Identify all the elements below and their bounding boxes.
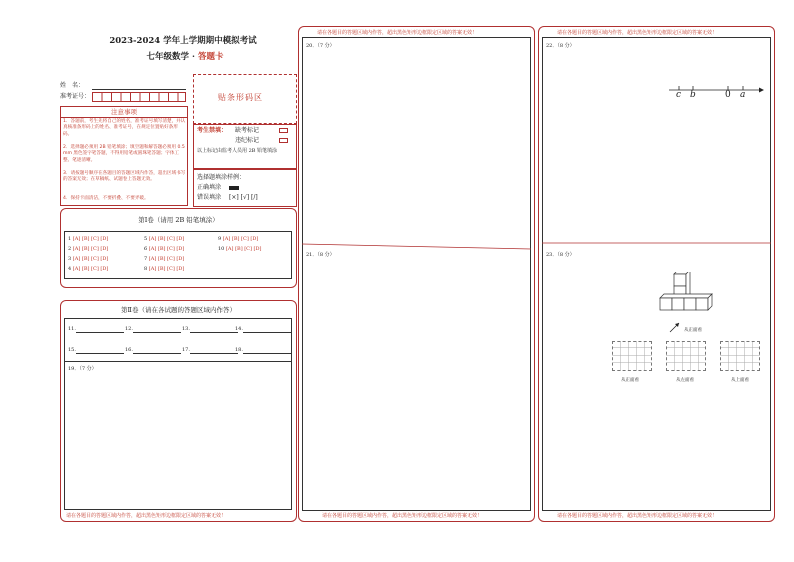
subtitle-main: 七年级数学 (146, 52, 190, 62)
cube-figure (656, 272, 720, 322)
blank-number: 16. (125, 347, 133, 353)
q19-divider (64, 361, 292, 362)
part2-title: 第Ⅱ卷（请在各试题的答题区域内作答） (121, 306, 236, 314)
exam-id-boxes[interactable] (92, 92, 186, 102)
mcq-row[interactable] (68, 266, 108, 273)
question-number: 4 (68, 266, 72, 272)
exam-title: 2023-2024 学年上学期期中模拟考试 (109, 36, 257, 46)
view-label-front: 从正面看 (621, 378, 639, 383)
fill-blank-15[interactable] (68, 347, 124, 354)
question-number: 6 (144, 246, 148, 252)
q22-label: 22．（8 分） (546, 43, 575, 49)
question-number: 7 (144, 256, 148, 262)
view-grid-front[interactable] (612, 341, 652, 371)
name-label: 姓 名： (60, 82, 85, 89)
mcq-row[interactable] (144, 266, 184, 273)
option-bubbles[interactable]: [A] [B] [C] [D] (148, 266, 185, 272)
subtitle-sep: · (192, 52, 195, 62)
view-label-left: 从左面看 (676, 378, 694, 383)
option-bubbles[interactable]: [A] [B] [C] [D] (148, 256, 185, 262)
fill-blank-12[interactable] (125, 326, 181, 333)
notice-item: 3．请按题号顺序在各题目的答题区域内作答，超出区域书写的答案无效；在草稿纸、试题卷上答题无效。 (63, 171, 186, 183)
question-number: 10 (218, 246, 225, 252)
blank-number: 13. (182, 326, 190, 332)
notice-item: 1．答题前，考生先将自己的姓名，准考证号填写清楚，并认真核准条形码上的姓名、准考证号，在规定位置贴好条形码。 (63, 119, 186, 137)
q19-answer-area[interactable] (66, 375, 290, 508)
numberline-label-0: 0 (725, 90, 731, 100)
front-view-arrow-icon (668, 320, 682, 334)
mcq-row[interactable] (68, 246, 108, 253)
mcq-row[interactable] (68, 256, 108, 263)
fill-blank-14[interactable] (235, 326, 291, 333)
absent-mark-label: 缺考标记 (235, 127, 260, 134)
question-number: 5 (144, 236, 148, 242)
fill-blank-18[interactable] (235, 347, 291, 354)
number-line (667, 82, 767, 104)
option-bubbles[interactable]: [A] [B] [C] [D] (72, 246, 109, 252)
mcq-row[interactable] (68, 236, 108, 243)
q21-label: 21．（8 分） (306, 252, 335, 258)
mcq-row[interactable] (144, 246, 184, 253)
view-grid-left[interactable] (666, 341, 706, 371)
blank-number: 11. (68, 326, 76, 332)
blank-number: 17. (182, 347, 190, 353)
warning-text: 请在各题目的答题区域内作答，超出黑色矩形边框限定区域的答案无效！ (557, 30, 718, 36)
option-bubbles[interactable]: [A] [B] [C] [D] (225, 246, 262, 252)
blank-number: 15. (68, 347, 76, 353)
view-label-top: 从上面看 (731, 378, 749, 383)
wrong-fill-samples: [×] [√] [/] (229, 194, 258, 201)
correct-fill-label: 正确填涂 (197, 184, 222, 191)
cheat-mark-box[interactable] (279, 138, 288, 143)
barcode-label: 贴条形码区 (218, 93, 263, 102)
exam-id-label: 准考证号： (60, 93, 91, 100)
exam-subtitle (125, 50, 245, 62)
fill-blank-16[interactable] (125, 347, 181, 354)
q23-label: 23．（8 分） (546, 252, 575, 258)
fill-blank-13[interactable] (182, 326, 238, 333)
warning-text: 请在各题目的答题区域内作答，超出黑色矩形边框限定区域的答案无效！ (322, 513, 483, 519)
option-bubbles[interactable]: [A] [B] [C] [D] (148, 236, 185, 242)
blank-number: 12. (125, 326, 133, 332)
part1-title: 第Ⅰ卷（请用 2B 铅笔填涂） (138, 216, 219, 224)
notice-item: 4．保持卡面清洁，不要折叠、不要弄破。 (63, 196, 149, 201)
mcq-row[interactable] (218, 246, 261, 253)
question-number: 3 (68, 256, 72, 262)
q21-answer-area[interactable] (304, 262, 529, 508)
fill-blank-17[interactable] (182, 347, 238, 354)
option-bubbles[interactable]: [A] [B] [C] [D] (72, 236, 109, 242)
name-field[interactable] (92, 89, 186, 90)
warning-text: 请在各题目的答题区域内作答，超出黑色矩形边框限定区域的答案无效！ (557, 513, 718, 519)
absent-note: 以上标记由监考人员用 2B 铅笔填涂 (197, 148, 278, 154)
option-bubbles[interactable]: [A] [B] [C] [D] (72, 266, 109, 272)
absent-label: 考生禁填： (197, 127, 228, 134)
notice-item: 2．选择题必须用 2B 铅笔填涂；填空题和解答题必须用 0.5 mm 黑色签字笔答题，不得用铅笔或圆珠笔答题；字体工整、笔迹清晰。 (63, 145, 185, 163)
question-number: 9 (218, 236, 222, 242)
mcq-row[interactable] (144, 236, 184, 243)
fill-example-title: 选择题填涂样例： (197, 174, 246, 181)
numberline-label-a: a (740, 90, 746, 100)
q22-q23-divider (542, 240, 771, 248)
numberline-label-c: c (676, 90, 682, 100)
q20-label: 20．（7 分） (306, 43, 335, 49)
wrong-fill-label: 错误填涂 (197, 194, 222, 201)
blank-number: 18. (235, 347, 243, 353)
option-bubbles[interactable]: [A] [B] [C] [D] (148, 246, 185, 252)
option-bubbles[interactable]: [A] [B] [C] [D] (72, 256, 109, 262)
cheat-mark-label: 违纪标记 (235, 137, 260, 144)
absent-mark-box[interactable] (279, 128, 288, 133)
front-view-arrow-label: 从正面看 (684, 328, 702, 333)
question-number: 1 (68, 236, 72, 242)
question-number: 2 (68, 246, 72, 252)
view-grid-top[interactable] (720, 341, 760, 371)
numberline-label-b: b (690, 90, 696, 100)
subtitle-answer-card: 答题卡 (197, 52, 224, 62)
correct-fill-sample (229, 186, 239, 190)
notice-title: 注意事项 (60, 107, 188, 118)
warning-text: 请在各题目的答题区域内作答，超出黑色矩形边框限定区域的答案无效！ (317, 30, 478, 36)
question-number: 8 (144, 266, 148, 272)
warning-text: 请在各题目的答题区域内作答，超出黑色矩形边框限定区域的答案无效！ (66, 513, 227, 519)
q19-label: 19．（7 分） (68, 366, 97, 372)
mcq-row[interactable] (218, 236, 258, 243)
q20-answer-area[interactable] (304, 52, 529, 242)
q20-q21-divider (302, 240, 531, 252)
blank-number: 14. (235, 326, 243, 332)
fill-blank-11[interactable] (68, 326, 124, 333)
option-bubbles[interactable]: [A] [B] [C] [D] (222, 236, 259, 242)
mcq-row[interactable] (144, 256, 184, 263)
